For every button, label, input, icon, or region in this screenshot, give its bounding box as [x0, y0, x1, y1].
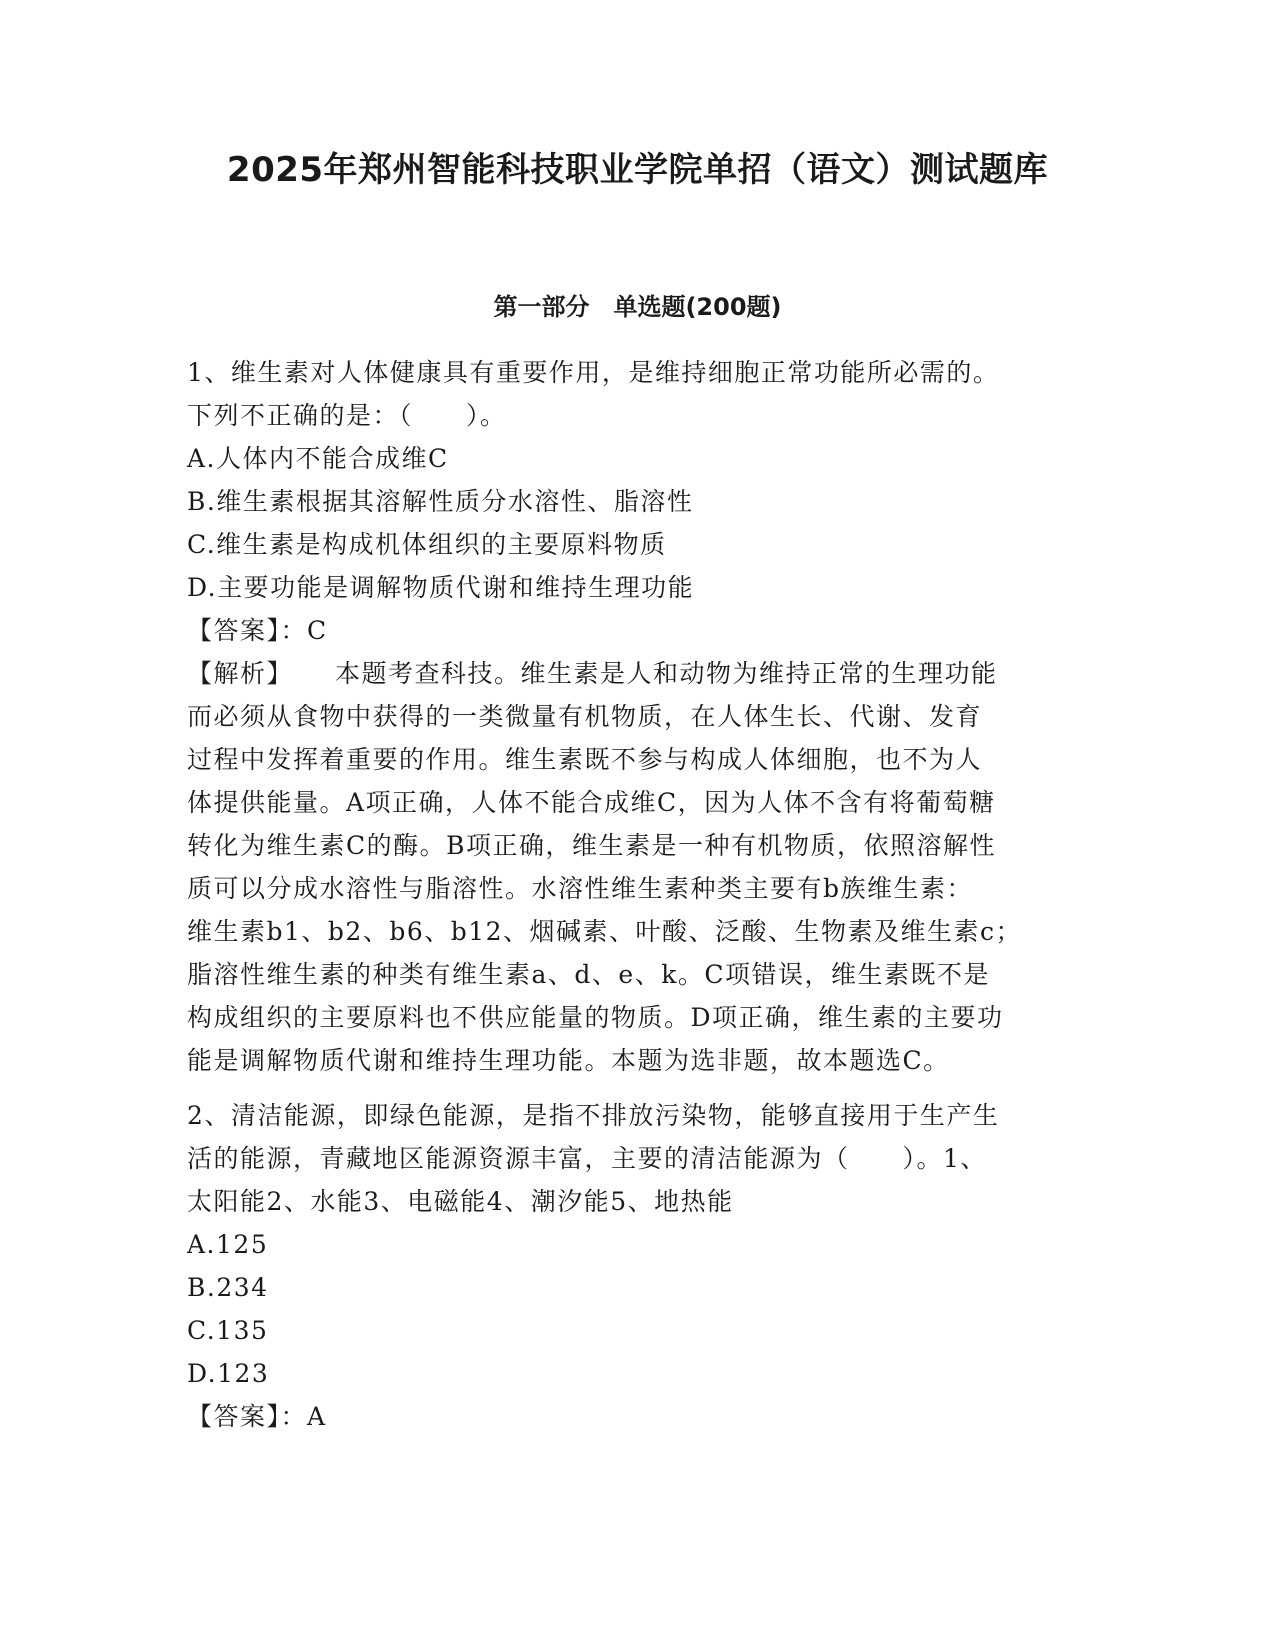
answer-line — [187, 1395, 1087, 1438]
analysis-line: 而必须从食物中获得的一类微量有机物质，在人体生长、代谢、发育 — [187, 702, 983, 731]
option-a: A.125 — [187, 1230, 269, 1259]
section-title: 第一部分 单选题(200题) — [493, 293, 782, 321]
answer-value: C — [307, 616, 328, 645]
question-stem-line: 活的能源，青藏地区能源资源丰富，主要的清洁能源为（ ）。1、 — [187, 1144, 987, 1173]
document-title: 2025年郑州智能科技职业学院单招（语文）测试题库 — [226, 150, 1049, 190]
analysis-line: 构成组织的主要原料也不供应能量的物质。D项正确，维生素的主要功 — [187, 1003, 1004, 1032]
analysis-line: 转化为维生素C的酶。B项正确，维生素是一种有机物质，依照溶解性 — [187, 831, 997, 860]
answer-label: 【答案】： — [187, 1402, 308, 1431]
analysis-line: 维生素b1、b2、b6、b12、烟碱素、叶酸、泛酸、生物素及维生素c； — [187, 917, 1023, 946]
option-b: B.维生素根据其溶解性质分水溶性、脂溶性 — [187, 487, 694, 516]
question-stem-line: 2、清洁能源，即绿色能源，是指不排放污染物，能够直接用于生产生 — [187, 1101, 1000, 1130]
analysis-line: 体提供能量。A项正确，人体不能合成维C，因为人体不含有将葡萄糖 — [187, 788, 996, 817]
analysis-text: 本题考查科技。维生素是人和动物为维持正常的生理功能 — [335, 659, 998, 688]
question-2 — [187, 1094, 1087, 1438]
question-stem-line: 1、维生素对人体健康具有重要作用，是维持细胞正常功能所必需的。 — [187, 358, 1000, 387]
question-1 — [187, 351, 1087, 1082]
option-d: D.123 — [187, 1359, 270, 1388]
analysis-line — [187, 652, 1087, 695]
option-a: A.人体内不能合成维C — [187, 444, 449, 473]
answer-line — [187, 609, 1087, 652]
analysis-line: 能是调解物质代谢和维持生理功能。本题为选非题，故本题选C。 — [187, 1046, 950, 1075]
analysis-line: 质可以分成水溶性与脂溶性。水溶性维生素种类主要有b族维生素： — [187, 874, 974, 903]
option-b: B.234 — [187, 1273, 269, 1302]
answer-value: A — [307, 1402, 327, 1431]
analysis-line: 脂溶性维生素的种类有维生素a、d、e、k。C项错误，维生素既不是 — [187, 960, 990, 989]
option-c: C.135 — [187, 1316, 269, 1345]
question-stem-line: 下列不正确的是：（ ）。 — [187, 401, 507, 430]
question-list — [187, 351, 1087, 1450]
analysis-label: 【解析】 — [187, 659, 294, 688]
question-stem-line: 太阳能2、水能3、电磁能4、潮汐能5、地热能 — [187, 1187, 734, 1216]
analysis-line: 过程中发挥着重要的作用。维生素既不参与构成人体细胞，也不为人 — [187, 745, 983, 774]
option-d: D.主要功能是调解物质代谢和维持生理功能 — [187, 573, 695, 602]
option-c: C.维生素是构成机体组织的主要原料物质 — [187, 530, 667, 559]
answer-label: 【答案】： — [187, 616, 308, 645]
